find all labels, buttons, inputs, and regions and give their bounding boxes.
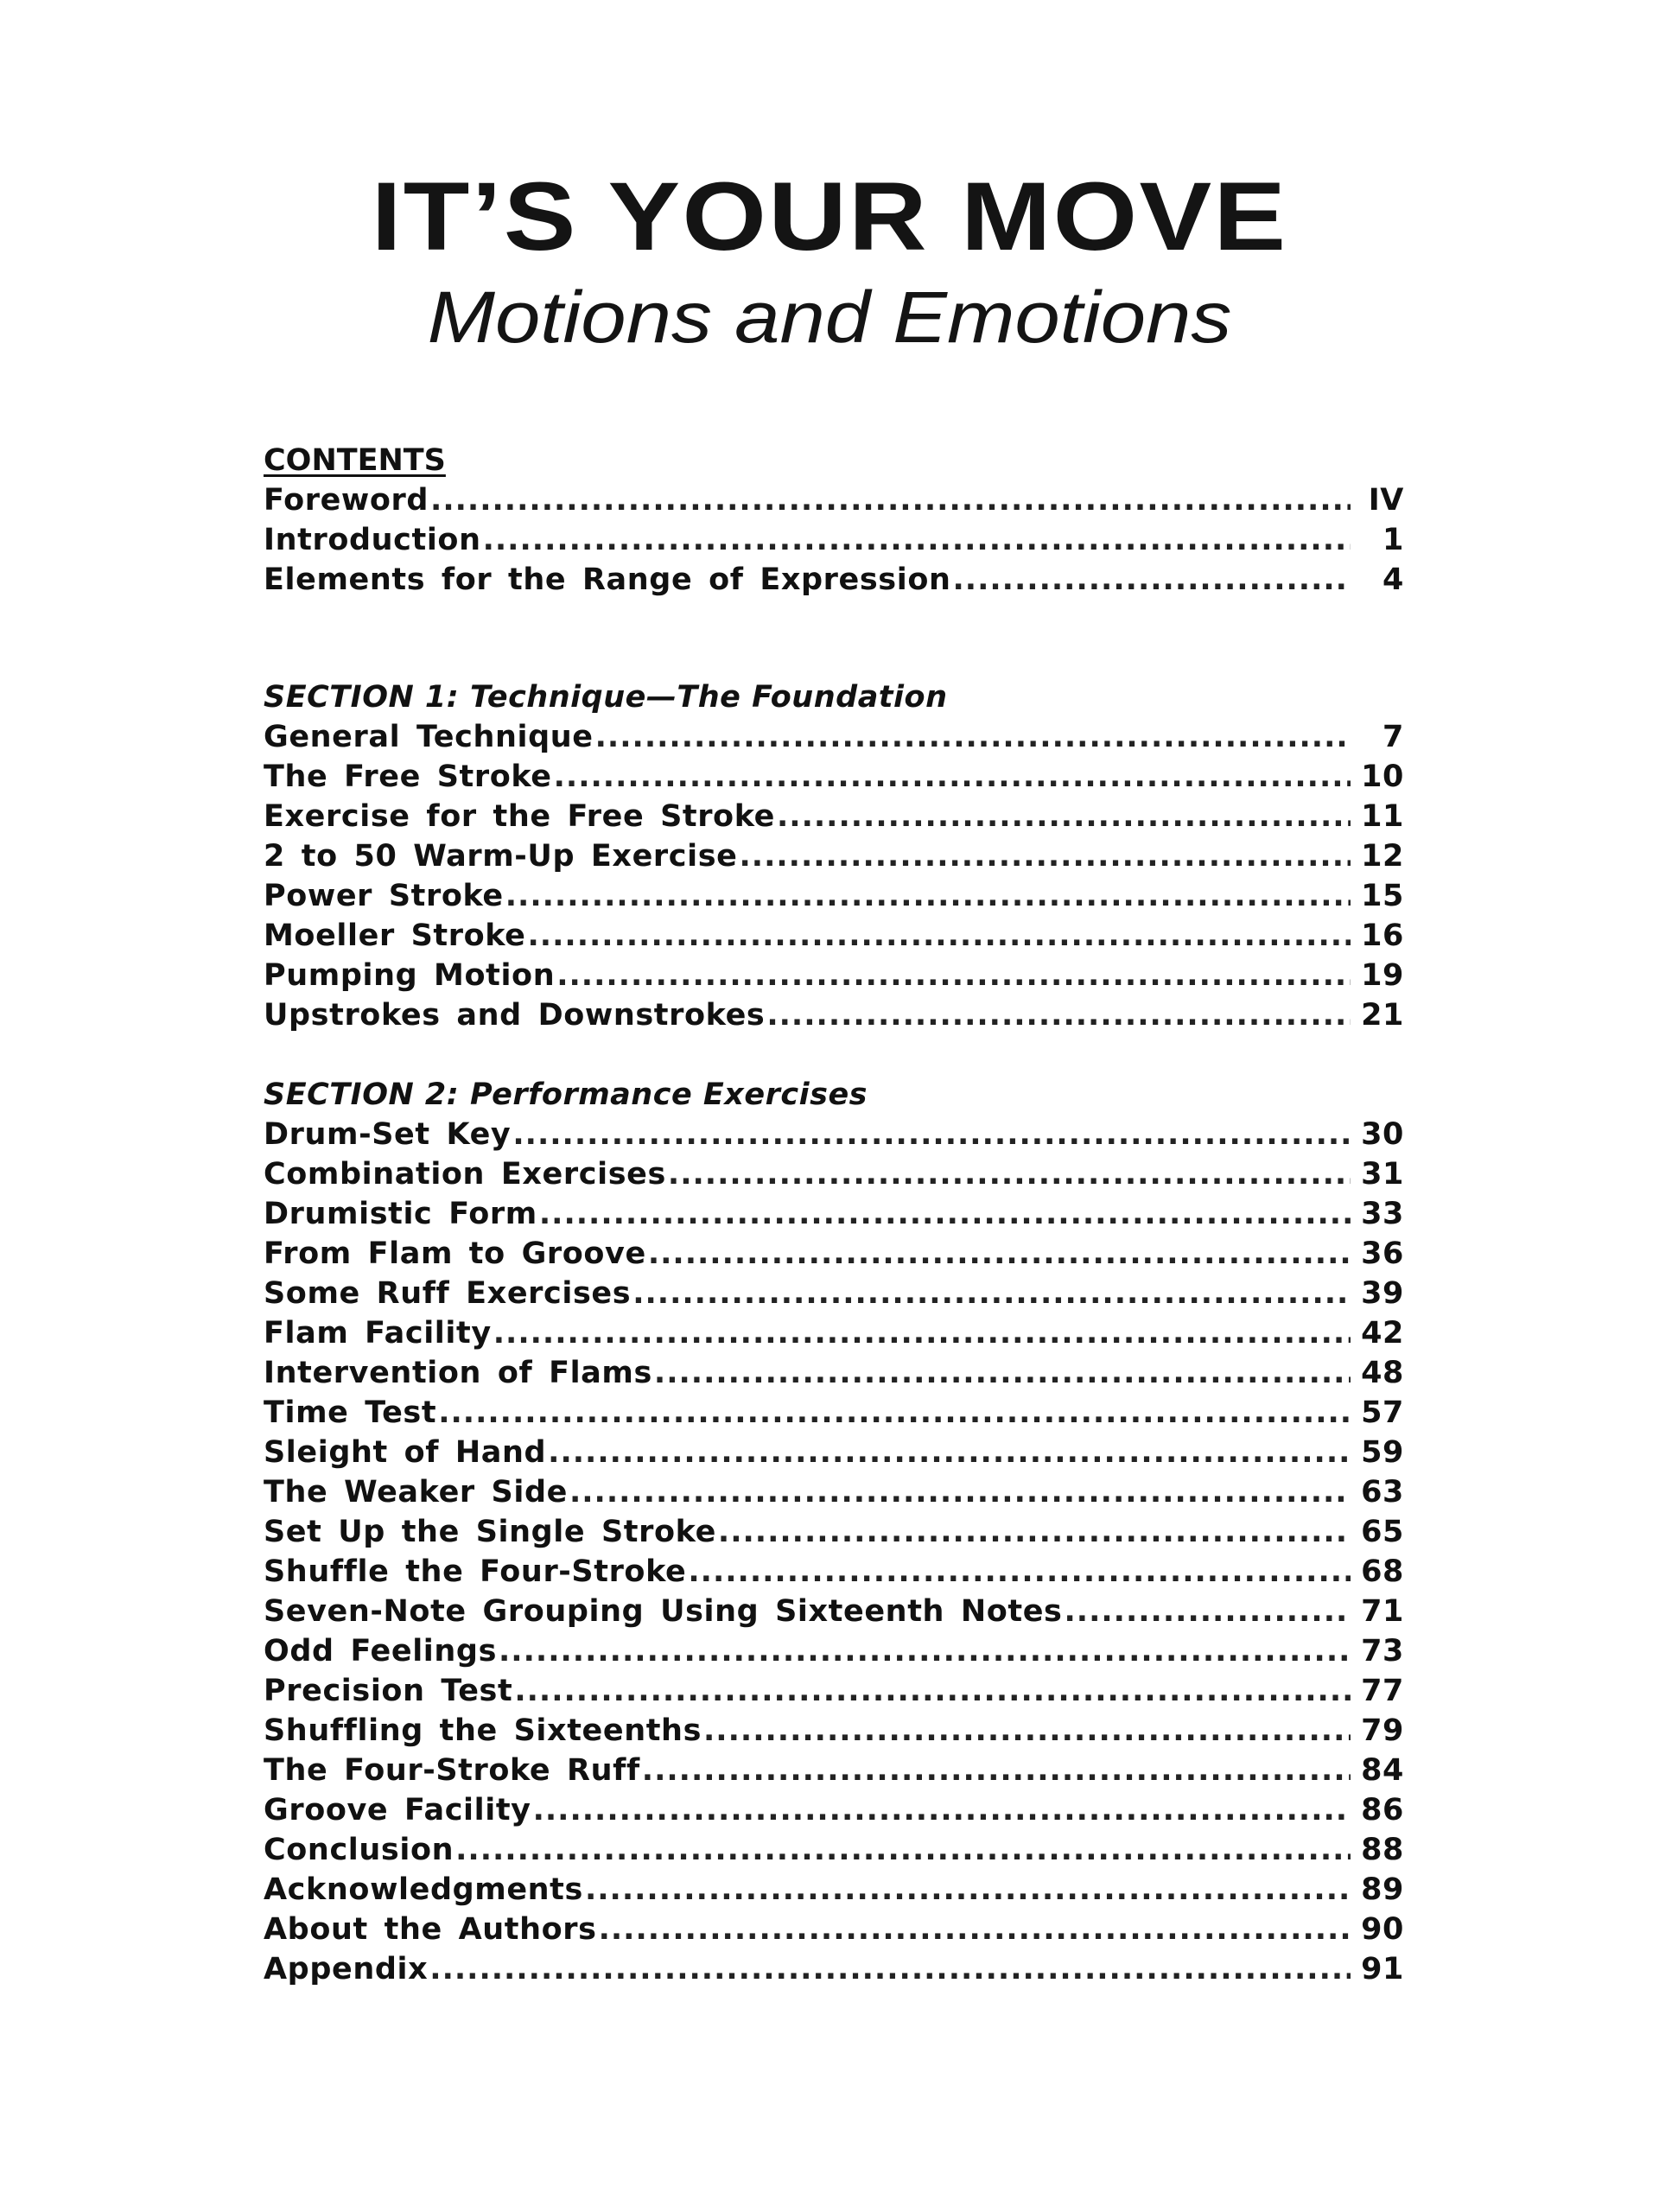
toc-entry[interactable] [264, 1313, 1404, 1353]
toc-entry-label: Acknowledgments [264, 1872, 583, 1907]
dot-leader [569, 1472, 1351, 1512]
toc-entry[interactable] [264, 1751, 1404, 1790]
section-2-list [264, 1115, 1404, 1989]
toc-entry-label: Drumistic Form [264, 1197, 537, 1231]
toc-entry-label: From Flam to Groove [264, 1236, 646, 1271]
toc-entry-label: General Technique [264, 720, 594, 754]
toc-entry-label: Conclusion [264, 1833, 454, 1867]
toc-entry[interactable] [264, 1194, 1404, 1234]
toc-entry-label: Flam Facility [264, 1316, 492, 1351]
toc-entry[interactable] [264, 836, 1404, 876]
toc-entry-page: 79 [1361, 1713, 1404, 1748]
dot-leader [514, 1671, 1351, 1711]
toc-entry[interactable] [264, 1870, 1404, 1910]
dot-leader [648, 1234, 1351, 1274]
toc-entry-page: 71 [1361, 1594, 1404, 1629]
toc-entry-page: 57 [1361, 1395, 1404, 1430]
toc-entry[interactable] [264, 1631, 1404, 1671]
toc-entry-label: Drum-Set Key [264, 1117, 512, 1152]
toc-entry-page: 63 [1361, 1475, 1404, 1510]
dot-leader [438, 1393, 1351, 1433]
toc-entry[interactable] [264, 1711, 1404, 1751]
toc-entry-label: Moeller Stroke [264, 918, 526, 953]
toc-entry-page: 86 [1361, 1793, 1404, 1827]
dot-leader [548, 1433, 1351, 1472]
toc-entry-label: Power Stroke [264, 879, 504, 913]
toc-entry-label: About the Authors [264, 1912, 597, 1947]
toc-entry-label: Sleight of Hand [264, 1435, 547, 1470]
dot-leader [718, 1512, 1351, 1552]
toc-entry[interactable] [264, 717, 1404, 757]
toc-entry-page: 15 [1361, 879, 1404, 913]
dot-leader [632, 1274, 1351, 1313]
toc-entry-label: Shuffling the Sixteenths [264, 1713, 702, 1748]
toc-entry-page: 68 [1361, 1554, 1404, 1589]
dot-leader [599, 1910, 1351, 1949]
spacer [264, 1035, 1404, 1075]
toc-entry[interactable] [264, 1671, 1404, 1711]
toc-entry-page: 11 [1361, 799, 1404, 834]
toc-entry-page: 21 [1361, 998, 1404, 1033]
toc-entry[interactable] [264, 1910, 1404, 1949]
toc-entry-page: 36 [1361, 1236, 1404, 1271]
toc-entry[interactable] [264, 797, 1404, 836]
toc-entry-page: 65 [1361, 1515, 1404, 1549]
toc-entry-label: 2 to 50 Warm-Up Exercise [264, 839, 738, 874]
toc-entry[interactable] [264, 1154, 1404, 1194]
toc-entry-page: 42 [1361, 1316, 1404, 1351]
dot-leader [554, 757, 1351, 797]
toc-entry-page: 89 [1361, 1872, 1404, 1907]
toc-entry-label: Elements for the Range of Expression [264, 563, 951, 597]
toc-entry-label: The Four-Stroke Ruff [264, 1753, 640, 1788]
spacer [264, 600, 1404, 677]
toc-entry[interactable] [264, 1433, 1404, 1472]
dot-leader [739, 836, 1351, 876]
toc-entry[interactable] [264, 1234, 1404, 1274]
toc-entry[interactable] [264, 560, 1404, 600]
toc-entry-label: Seven-Note Grouping Using Sixteenth Notes [264, 1594, 1063, 1629]
toc-entry[interactable] [264, 916, 1404, 956]
toc-entry[interactable] [264, 1274, 1404, 1313]
toc-entry-label: Odd Feelings [264, 1634, 498, 1669]
toc-entry-label: Groove Facility [264, 1793, 531, 1827]
section-1-heading: SECTION 1: Technique—The Foundation [264, 680, 948, 715]
dot-leader [703, 1711, 1351, 1751]
dot-leader [483, 520, 1351, 560]
toc-entry[interactable] [264, 1393, 1404, 1433]
toc-entry-page: 19 [1361, 958, 1404, 993]
dot-leader [668, 1154, 1351, 1194]
toc-entry-page: 10 [1361, 760, 1404, 794]
toc-entry[interactable] [264, 1353, 1404, 1393]
toc-entry-page: 31 [1361, 1157, 1404, 1192]
toc-entry[interactable] [264, 1472, 1404, 1512]
dot-leader [533, 1790, 1351, 1830]
dot-leader [777, 797, 1351, 836]
dot-leader [654, 1353, 1351, 1393]
toc-entry-page: 48 [1361, 1356, 1404, 1390]
toc-entry-page: IV [1368, 483, 1404, 518]
toc-entry-page: 1 [1382, 523, 1404, 557]
toc-entry[interactable] [264, 1552, 1404, 1592]
toc-entry-label: Intervention of Flams [264, 1356, 652, 1390]
toc-entry-page: 33 [1361, 1197, 1404, 1231]
toc-entry-page: 4 [1382, 563, 1404, 597]
toc-entry-label: Pumping Motion [264, 958, 556, 993]
toc-entry-label: Upstrokes and Downstrokes [264, 998, 766, 1033]
toc-entry-page: 77 [1361, 1674, 1404, 1708]
dot-leader [528, 916, 1351, 956]
toc-entry-page: 12 [1361, 839, 1404, 874]
toc-entry-page: 88 [1361, 1833, 1404, 1867]
toc-entry[interactable] [264, 480, 1404, 520]
toc-entry-label: Set Up the Single Stroke [264, 1515, 716, 1549]
toc-entry-page: 73 [1361, 1634, 1404, 1669]
dot-leader [429, 1949, 1351, 1989]
toc-entry-page: 16 [1361, 918, 1404, 953]
toc-entry[interactable] [264, 876, 1404, 916]
toc-entry-page: 39 [1361, 1276, 1404, 1311]
toc-entry-page: 91 [1361, 1952, 1404, 1986]
dot-leader [455, 1830, 1351, 1870]
toc-entry[interactable] [264, 956, 1404, 995]
toc-entry-label: Some Ruff Exercises [264, 1276, 632, 1311]
toc-entry[interactable] [264, 995, 1404, 1035]
dot-leader [595, 717, 1351, 757]
dot-leader [1064, 1592, 1351, 1631]
toc-entry-label: Foreword [264, 483, 429, 518]
section-2-heading: SECTION 2: Performance Exercises [264, 1077, 868, 1112]
toc-entry[interactable] [264, 1512, 1404, 1552]
table-of-contents [264, 441, 1404, 1989]
section-1-list [264, 717, 1404, 1035]
toc-entry-label: Introduction [264, 523, 481, 557]
toc-entry[interactable] [264, 1949, 1404, 1989]
toc-entry[interactable] [264, 1790, 1404, 1830]
toc-entry-label: Combination Exercises [264, 1157, 666, 1192]
toc-entry-page: 90 [1361, 1912, 1404, 1947]
toc-entry-label: The Free Stroke [264, 760, 552, 794]
dot-leader [556, 956, 1351, 995]
toc-entry-label: Time Test [264, 1395, 437, 1430]
dot-leader [539, 1194, 1351, 1234]
toc-entry[interactable] [264, 1830, 1404, 1870]
dot-leader [688, 1552, 1351, 1592]
toc-entry-label: Precision Test [264, 1674, 513, 1708]
book-title: IT’S YOUR MOVE [371, 162, 1288, 270]
dot-leader [766, 995, 1351, 1035]
toc-entry-label: The Weaker Side [264, 1475, 568, 1510]
dot-leader [585, 1870, 1351, 1910]
toc-entry-label: Appendix [264, 1952, 429, 1986]
dot-leader [493, 1313, 1351, 1353]
toc-entry[interactable] [264, 757, 1404, 797]
dot-leader [642, 1751, 1351, 1790]
contents-heading: CONTENTS [264, 443, 446, 478]
toc-entry-label: Shuffle the Four-Stroke [264, 1554, 687, 1589]
toc-entry-page: 7 [1382, 720, 1404, 754]
toc-entry-page: 84 [1361, 1753, 1404, 1788]
dot-leader [512, 1115, 1351, 1154]
dot-leader [953, 560, 1351, 600]
toc-entry[interactable] [264, 1592, 1404, 1631]
dot-leader [499, 1631, 1351, 1671]
front-matter-list [264, 480, 1404, 600]
dot-leader [430, 480, 1351, 520]
toc-entry[interactable] [264, 1115, 1404, 1154]
toc-entry-page: 59 [1361, 1435, 1404, 1470]
toc-entry[interactable] [264, 520, 1404, 560]
book-subtitle: Motions and Emotions [427, 276, 1232, 358]
toc-entry-label: Exercise for the Free Stroke [264, 799, 775, 834]
toc-entry-page: 30 [1361, 1117, 1404, 1152]
dot-leader [505, 876, 1351, 916]
